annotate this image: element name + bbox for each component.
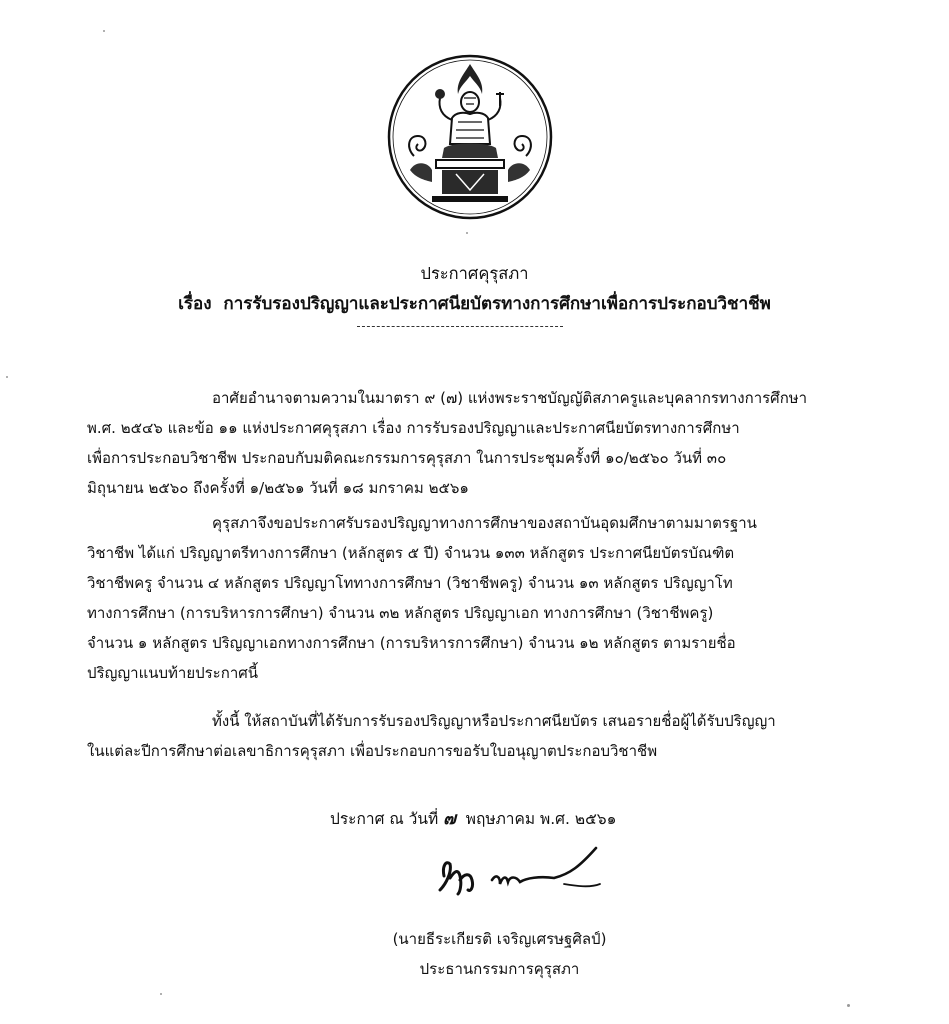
paragraph-line: ทั้งนี้ ให้สถาบันที่ได้รับการรับรองปริญญาหรือประกาศนียบัตร เสนอรายชื่อผู้ได้รับปริญญา: [212, 712, 776, 730]
signatory-title: ประธานกรรมการคุรุสภา: [419, 960, 580, 978]
paragraph-line: วิชาชีพ ได้แก่ ปริญญาตรีทางการศึกษา (หลักสูตร ๕ ปี) จำนวน ๑๓๓ หลักสูตร ประกาศนียบัตรบัณฑิต: [87, 544, 735, 562]
subject-line: [0, 290, 949, 317]
paragraph-line: มิถุนายน ๒๕๖๐ ถึงครั้งที่ ๑/๒๕๖๑ วันที่ ๑๘ มกราคม ๒๕๖๑: [87, 479, 469, 497]
handwritten-signature: [430, 838, 620, 904]
paragraph-line: คุรุสภาจึงขอประกาศรับรองปริญญาทางการศึกษาของสถาบันอุดมศึกษาตามมาตรฐาน: [212, 514, 757, 532]
paragraph-line: เพื่อการประกอบวิชาชีพ ประกอบกับมติคณะกรรมการคุรุสภา ในการประชุมครั้งที่ ๑๐/๒๕๖๐ วันที่ ๓๐: [87, 449, 727, 467]
announcement-date: [330, 805, 616, 832]
paragraph-line: วิชาชีพครู จำนวน ๔ หลักสูตร ปริญญาโททางการศึกษา (วิชาชีพครู) จำนวน ๑๓ หลักสูตร ปริญญาโท: [87, 574, 733, 592]
paragraph-line: อาศัยอำนาจตามความในมาตรา ๙ (๗) แห่งพระราชบัญญัติสภาครูและบุคลากรทางการศึกษา: [212, 389, 808, 407]
scan-speck: [103, 30, 105, 32]
paragraph-line: ปริญญาแนบท้ายประกาศนี้: [87, 664, 259, 682]
paragraph-instruction: [87, 706, 862, 766]
scan-speck: [6, 376, 8, 378]
date-month-year: พฤษภาคม พ.ศ. ๒๕๖๑: [465, 810, 617, 828]
paragraph-certification: [87, 508, 862, 688]
paragraph-line: พ.ศ. ๒๕๔๖ และข้อ ๑๑ แห่งประกาศคุรุสภา เรื่อง การรับรองปริญญาและประกาศนียบัตรทางการศึกษา: [87, 419, 740, 437]
date-day: ๗: [443, 809, 456, 829]
paragraph-line: ในแต่ละปีการศึกษาต่อเลขาธิการคุรุสภา เพื่อประกอบการขอรับใบอนุญาตประกอบวิชาชีพ: [87, 742, 658, 760]
paragraph-line: ทางการศึกษา (การบริหารการศึกษา) จำนวน ๓๒ หลักสูตร ปริญญาเอก ทางการศึกษา (วิชาชีพครู): [87, 604, 714, 622]
scan-speck: [466, 232, 468, 234]
scan-speck: [847, 1004, 850, 1007]
kurusapha-emblem-icon: [386, 52, 554, 222]
scan-speck: [160, 993, 162, 995]
subject-label: เรื่อง: [178, 294, 212, 314]
date-prefix: ประกาศ ณ วันที่: [330, 810, 439, 828]
paragraph-line: จำนวน ๑ หลักสูตร ปริญญาเอกทางการศึกษา (การบริหารการศึกษา) จำนวน ๑๒ หลักสูตร ตามรายชื่อ: [87, 634, 736, 652]
subject-text: การรับรองปริญญาและประกาศนียบัตรทางการศึกษาเพื่อการประกอบวิชาชีพ: [223, 294, 771, 314]
title-divider: [357, 326, 563, 327]
signatory-name: (นายธีระเกียรติ เจริญเศรษฐศิลป์): [392, 930, 607, 948]
announcement-title: ประกาศคุรุสภา: [420, 264, 529, 283]
paragraph-authority: [87, 383, 862, 503]
